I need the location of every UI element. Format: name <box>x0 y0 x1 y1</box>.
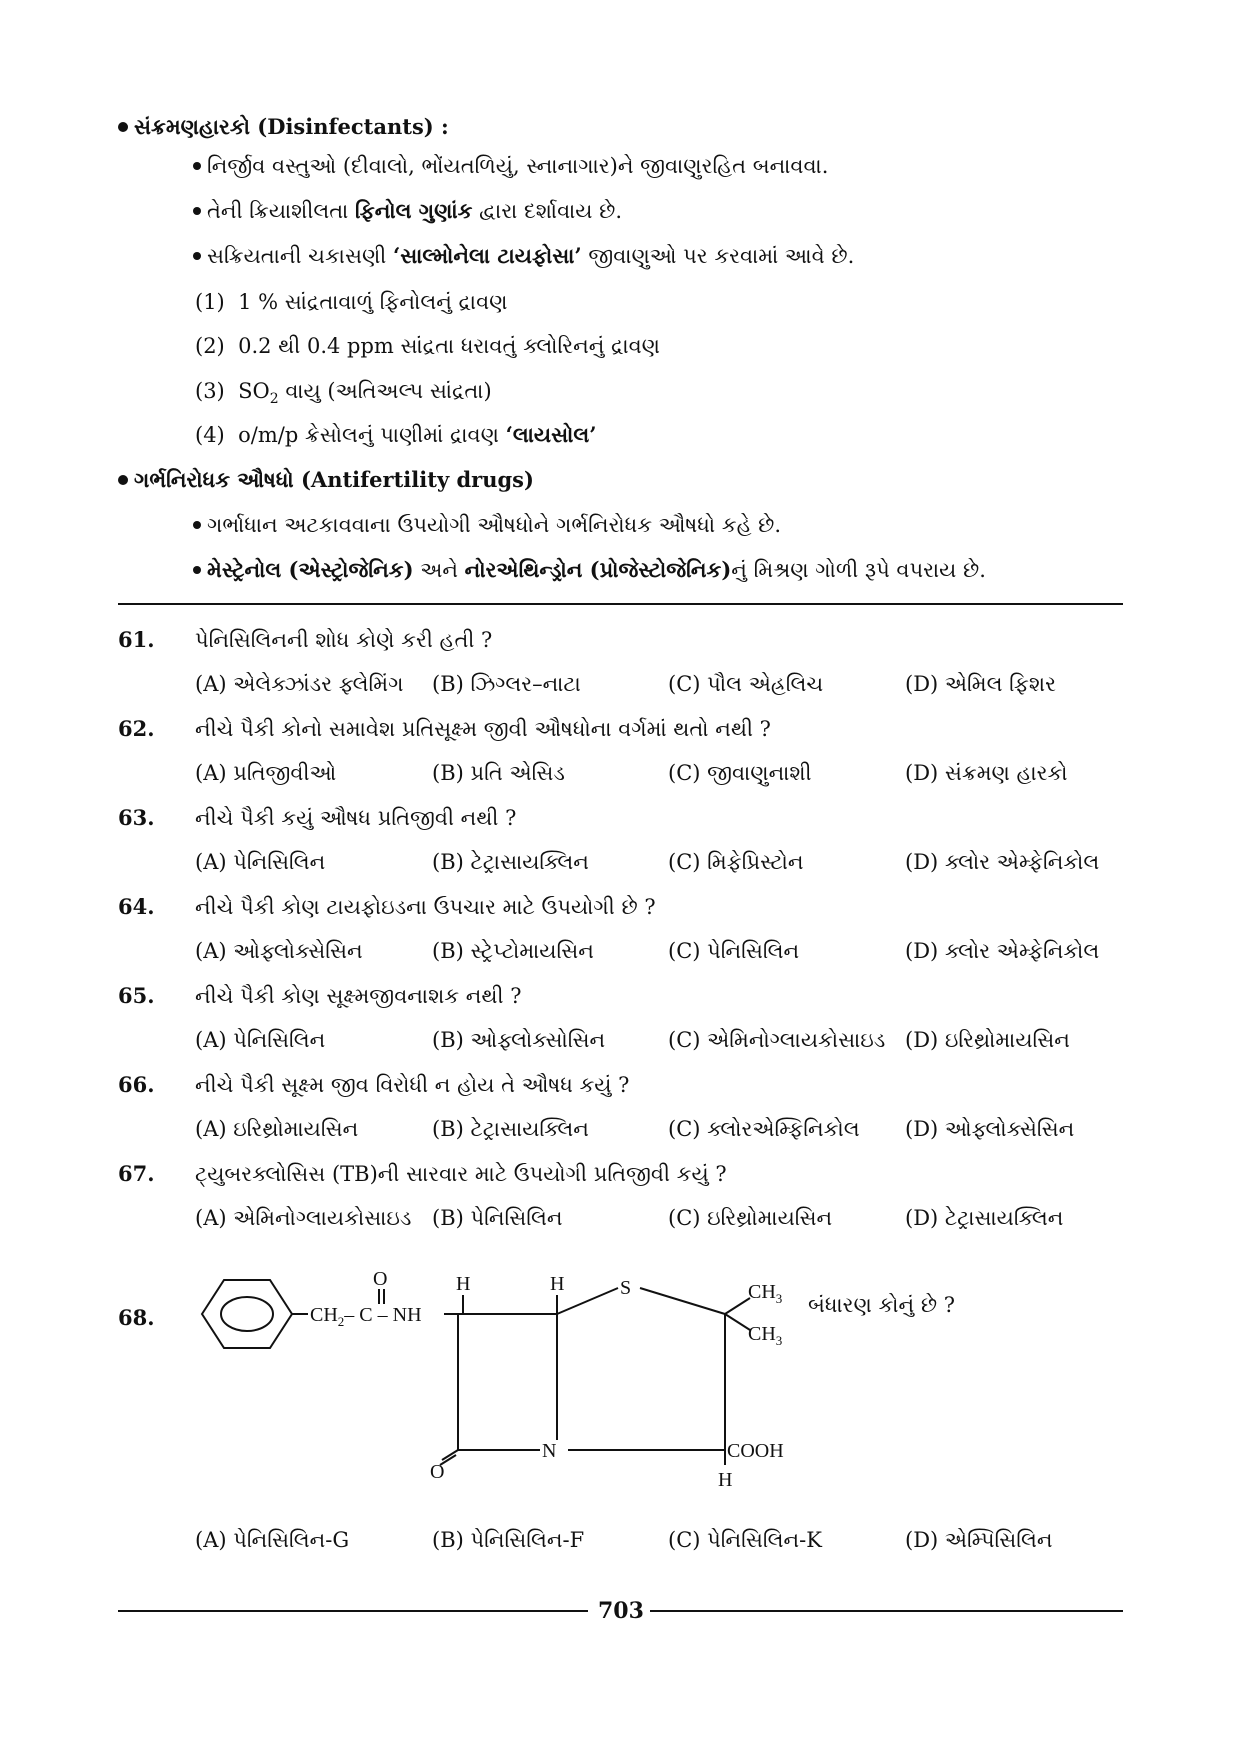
option-a: (A) પેનિસિલિન <box>195 1028 326 1052</box>
bullet-icon <box>118 122 128 132</box>
carboxyl-label: COOH <box>727 1440 784 1462</box>
option-a: (A) એલેક્ઝાંડર ફ્લેમિંગ <box>195 672 404 696</box>
question-number: 64. <box>118 894 155 919</box>
hydrogen-label-2: H <box>550 1273 565 1295</box>
option-a: (A) ઇરિથ્રોમાયસિન <box>195 1117 359 1141</box>
antifertility-bullet-1: ગર્ભાધાન અટકાવવાના ઉપયોગી ઔષધોને ગર્ભનિરોધક ઔષધો કહે છે. <box>193 510 781 540</box>
option-c: (C) ઇરિથ્રોમાયસિન <box>668 1206 833 1230</box>
page-number: 703 <box>598 1598 644 1624</box>
option-c: (C) જીવાણુનાશી <box>668 761 812 785</box>
option-c: (C) પૌલ એહ્રલિચ <box>668 672 824 696</box>
option-b: (B) ટેટ્રાસાયક્લિન <box>432 1117 589 1141</box>
option-d: (D) ક્લોર એમ્ફેનિકોલ <box>905 939 1100 963</box>
option-a: (A) ઓફ્લોક્સેસિન <box>195 939 363 963</box>
bullet-icon <box>193 162 201 170</box>
section-divider <box>118 603 1123 605</box>
question-number: 67. <box>118 1161 155 1186</box>
methyl-label-1: $CH_3$ <box>748 1281 783 1306</box>
option-b: (B) પેનિસિલિન-F <box>432 1528 585 1552</box>
methyl-label-2: $CH_3$ <box>748 1323 783 1348</box>
option-c: (C) ક્લોરએમ્ફિનિકોલ <box>668 1117 860 1141</box>
option-a: (A) પ્રતિજીવીઓ <box>195 761 337 785</box>
question-text: નીચે પૈકી સૂક્ષ્મ જીવ વિરોધી ન હોય તે ઔષધ કયું ? <box>195 1073 630 1097</box>
bullet-icon <box>193 207 201 215</box>
disinfectant-item-1: (1) 1 % સાંદ્રતાવાળું ફિનોલનું દ્રાવણ <box>195 290 508 314</box>
option-b: (B) ટેટ્રાસાયક્લિન <box>432 850 589 874</box>
benzene-ring <box>202 1280 292 1348</box>
bullet-icon <box>193 521 201 529</box>
option-d: (D) ઇરિથ્રોમાયસિન <box>905 1028 1070 1052</box>
option-d: (D) ઓફ્લોક્સેસિન <box>905 1117 1075 1141</box>
option-d: (D) ટેટ્રાસાયક્લિન <box>905 1206 1064 1230</box>
ch2-label: $CH_2-$ C – NH <box>310 1304 422 1329</box>
sulfur-label: S <box>620 1277 632 1299</box>
option-a: (A) પેનિસિલિન <box>195 850 326 874</box>
question-text: નીચે પૈકી કોણ ટાયફોઇડના ઉપચાર માટે ઉપયોગી છે ? <box>195 895 656 919</box>
option-d: (D) એમિલ ફિશર <box>905 672 1056 696</box>
question-text: બંધારણ કોનું છે ? <box>808 1293 956 1317</box>
option-b: (B) સ્ટ્રેપ્ટોમાયસિન <box>432 939 594 963</box>
footer-rule-right <box>650 1610 1123 1612</box>
benzene-inner-circle <box>221 1297 273 1331</box>
option-c: (C) પેનિસિલિન-K <box>668 1528 822 1552</box>
disinfectant-bullet-3: સક્રિયતાની ચકાસણી ‘સાલ્મોનેલા ટાયફોસા’ જીવાણુઓ પર કરવામાં આવે છે. <box>193 241 854 271</box>
question-number: 66. <box>118 1072 155 1097</box>
question-number: 62. <box>118 716 155 741</box>
option-c: (C) એમિનોગ્લાયકોસાઇડ <box>668 1028 886 1052</box>
antifertility-bullet-2: મેસ્ટ્રેનોલ (એસ્ટ્રોજેનિક) અને નોરએથિન્ડ્રોન (પ્રોજેસ્ટોજેનિક)નું મિશ્રણ ગોળી રૂપે વપરાય છે. <box>193 555 986 585</box>
question-number: 65. <box>118 983 155 1008</box>
disinfectants-heading: સંક્રમણહારકો (Disinfectants) : <box>118 112 449 142</box>
disinfectant-bullet-1: નિર્જીવ વસ્તુઓ (દીવાલો, ભોંયતળિયું, સ્નાનાગાર)ને જીવાણુરહિત બનાવવા. <box>193 151 828 181</box>
footer-rule-left <box>118 1610 588 1612</box>
question-number: 63. <box>118 805 155 830</box>
hydrogen-label-1: H <box>456 1273 471 1295</box>
option-b: (B) ઓફ્લોક્સોસિન <box>432 1028 606 1052</box>
option-c: (C) મિફેપ્રિસ્ટોન <box>668 850 804 874</box>
question-number: 61. <box>118 627 155 652</box>
antifertility-heading: ગર્ભનિરોધક ઔષધો (Antifertility drugs) <box>118 465 534 495</box>
hydrogen-label-3: H <box>718 1469 733 1490</box>
question-text: નીચે પૈકી કોણ સૂક્ષ્મજીવનાશક નથી ? <box>195 984 522 1008</box>
option-a: (A) પેનિસિલિન-G <box>195 1528 350 1552</box>
question-text: નીચે પૈકી કયું ઔષધ પ્રતિજીવી નથી ? <box>195 806 517 830</box>
bullet-icon <box>193 566 201 574</box>
question-text: પેનિસિલિનની શોધ કોણે કરી હતી ? <box>195 628 493 652</box>
bullet-icon <box>193 252 201 260</box>
question-text: નીચે પૈકી કોનો સમાવેશ પ્રતિસૂક્ષ્મ જીવી ઔષધોના વર્ગમાં થતો નથી ? <box>195 717 771 741</box>
option-a: (A) એમિનોગ્લાયકોસાઇડ <box>195 1206 412 1230</box>
question-text: ટ્યુબરક્લોસિસ (TB)ની સારવાર માટે ઉપયોગી પ્રતિજીવી કયું ? <box>195 1162 727 1186</box>
lactam-oxygen-label: O <box>430 1461 445 1483</box>
option-d: (D) એમ્પિસિલિન <box>905 1528 1053 1552</box>
disinfectant-item-2: (2) 0.2 થી 0.4 ppm સાંદ્રતા ધરાવતું ક્લોરિનનું દ્રાવણ <box>195 334 660 358</box>
option-b: (B) ઝિગ્લર–નાટા <box>432 672 581 696</box>
option-b: (B) પેનિસિલિન <box>432 1206 563 1230</box>
disinfectant-item-4: (4) o/m/p ક્રેસોલનું પાણીમાં દ્રાવણ ‘લાયસોલ’ <box>195 422 597 447</box>
bullet-icon <box>118 475 128 485</box>
option-d: (D) ક્લોર એમ્ફેનિકોલ <box>905 850 1100 874</box>
option-d: (D) સંક્રમણ હારકો <box>905 761 1068 785</box>
disinfectant-bullet-2: તેની ક્રિયાશીલતા ફિનોલ ગુણાંક દ્વારા દર્શાવાય છે. <box>193 196 622 226</box>
option-c: (C) પેનિસિલિન <box>668 939 800 963</box>
nitrogen-label: N <box>542 1440 557 1462</box>
carbonyl-oxygen-label: O <box>373 1268 388 1290</box>
penicillin-structure-diagram <box>190 1260 810 1490</box>
question-number: 68. <box>118 1305 155 1330</box>
disinfectant-item-3: (3) $SO_2$ વાયુ (અતિઅલ્પ સાંદ્રતા) <box>195 379 492 408</box>
option-b: (B) પ્રતિ એસિડ <box>432 761 565 785</box>
